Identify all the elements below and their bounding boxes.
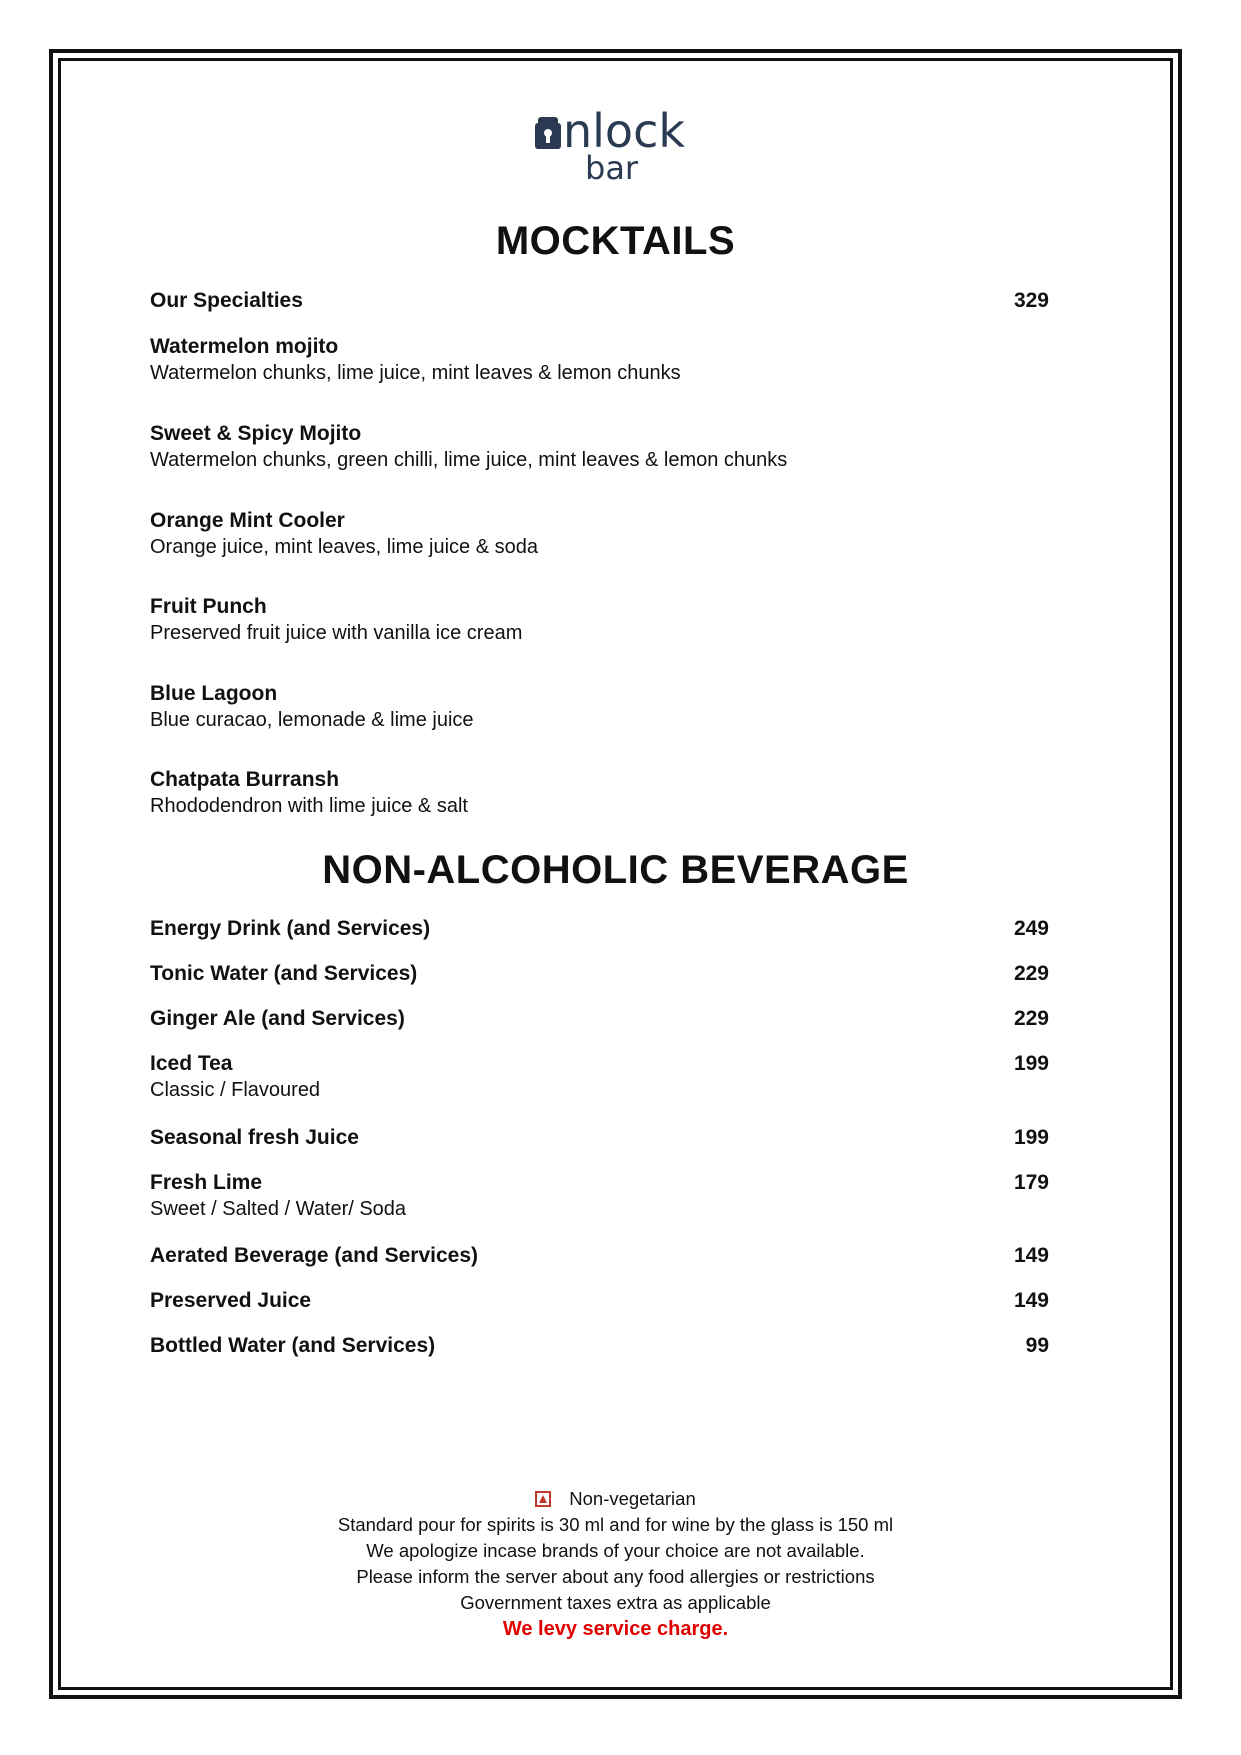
footer-line: Please inform the server about any food allergies or restrictions — [356, 1566, 875, 1587]
item-name: Ginger Ale (and Services) — [150, 1007, 405, 1030]
menu-item — [150, 1005, 1049, 1032]
menu-footer — [58, 1486, 1173, 1642]
menu-item — [150, 1124, 1049, 1151]
service-charge-note: We levy service charge. — [502, 1618, 729, 1640]
menu-item — [150, 766, 1049, 820]
beverages-title: NON-ALCOHOLIC BEVERAGE — [322, 848, 909, 892]
item-name: Blue Lagoon — [150, 682, 278, 705]
footer-line: Standard pour for spirits is 30 ml and for wine by the glass is 150 ml — [337, 1514, 894, 1535]
item-description: Preserved fruit juice with vanilla ice cream — [150, 622, 523, 644]
brand-subname: bar — [585, 149, 639, 187]
item-price: 149 — [1013, 1289, 1049, 1312]
item-price: 229 — [1013, 1007, 1049, 1030]
item-description: Sweet / Salted / Water/ Soda — [150, 1198, 407, 1220]
specialties-label: Our Specialties — [150, 289, 303, 312]
item-description: Blue curacao, lemonade & lime juice — [150, 709, 474, 731]
menu-item — [150, 1050, 1049, 1104]
item-price: 179 — [1013, 1171, 1049, 1194]
brand-name: nlock — [563, 104, 686, 158]
item-price: 99 — [1025, 1334, 1049, 1357]
menu-item — [150, 507, 1049, 561]
menu-item — [150, 333, 1049, 387]
item-name: Tonic Water (and Services) — [150, 962, 418, 985]
menu-item — [150, 1169, 1049, 1223]
menu-item — [150, 1332, 1049, 1359]
item-description: Watermelon chunks, green chilli, lime juice, mint leaves & lemon chunks — [150, 449, 788, 471]
item-price: 149 — [1013, 1244, 1049, 1267]
menu-item — [150, 593, 1049, 647]
item-name: Preserved Juice — [150, 1289, 312, 1312]
non-veg-label: Non-vegetarian — [569, 1488, 696, 1509]
item-name: Fresh Lime — [150, 1171, 263, 1194]
item-name: Watermelon mojito — [150, 335, 339, 358]
item-description: Classic / Flavoured — [150, 1079, 321, 1101]
mocktails-title: MOCKTAILS — [495, 219, 736, 263]
menu-item — [150, 915, 1049, 942]
brand-logo — [535, 100, 715, 190]
menu-item — [150, 420, 1049, 474]
item-price: 249 — [1013, 917, 1049, 940]
menu-item — [150, 1242, 1049, 1269]
item-name: Orange Mint Cooler — [150, 509, 345, 532]
non-veg-symbol-icon — [535, 1491, 551, 1507]
keyhole-lock-icon — [535, 117, 561, 149]
item-name: Aerated Beverage (and Services) — [150, 1244, 478, 1267]
item-name: Energy Drink (and Services) — [150, 917, 431, 940]
menu-item — [150, 1287, 1049, 1314]
menu-item — [150, 960, 1049, 987]
footer-line: Government taxes extra as applicable — [460, 1592, 771, 1613]
specialties-header — [150, 287, 1049, 314]
menu-item — [150, 680, 1049, 734]
item-name: Seasonal fresh Juice — [150, 1126, 359, 1149]
item-name: Iced Tea — [150, 1052, 233, 1075]
item-name: Sweet & Spicy Mojito — [150, 422, 362, 445]
item-name: Chatpata Burransh — [150, 768, 340, 791]
item-description: Rhododendron with lime juice & salt — [150, 795, 468, 817]
item-price: 199 — [1013, 1052, 1049, 1075]
item-name: Fruit Punch — [150, 595, 267, 618]
item-price: 229 — [1013, 962, 1049, 985]
item-description: Watermelon chunks, lime juice, mint leaves & lemon chunks — [150, 362, 681, 384]
item-price: 199 — [1013, 1126, 1049, 1149]
footer-line: We apologize incase brands of your choice are not available. — [366, 1540, 865, 1561]
item-name: Bottled Water (and Services) — [150, 1334, 436, 1357]
non-veg-legend — [58, 1486, 1173, 1512]
specialties-price: 329 — [1013, 289, 1049, 312]
item-description: Orange juice, mint leaves, lime juice & soda — [150, 536, 538, 558]
